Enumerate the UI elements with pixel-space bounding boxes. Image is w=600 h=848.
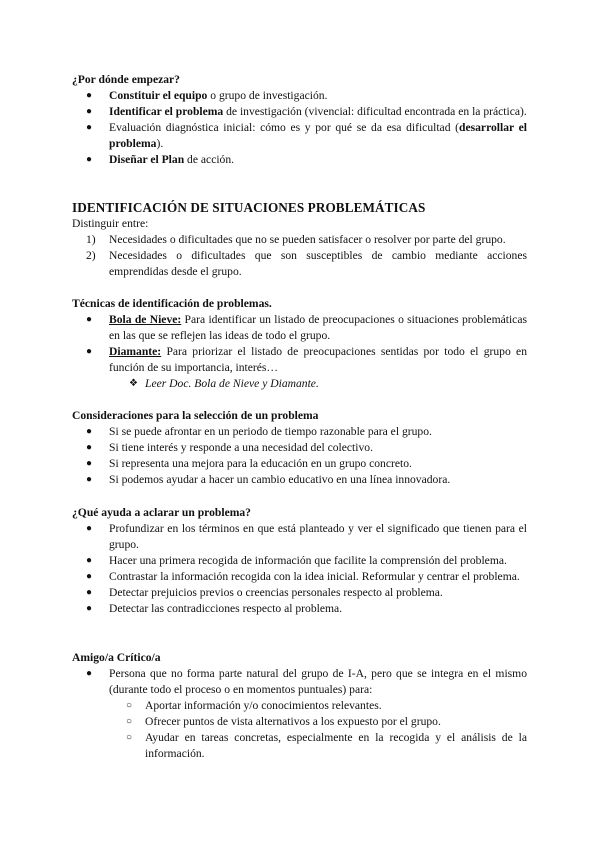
bullet-icon: ● — [86, 474, 93, 485]
list-item — [72, 601, 527, 617]
section-identificacion — [72, 199, 527, 280]
sub-list — [72, 698, 527, 762]
section-amigo-critico — [72, 650, 527, 762]
list-item — [72, 152, 527, 168]
list-item — [72, 553, 527, 569]
item-text: Leer Doc. Bola de Nieve y Diamante. — [145, 377, 319, 390]
list-item — [72, 120, 527, 152]
section-title: ¿Qué ayuda a aclarar un problema? — [72, 506, 251, 519]
bullet-icon: ● — [86, 668, 93, 679]
technique-label: Diamante: — [109, 345, 162, 358]
bullet-list — [72, 666, 527, 698]
bullet-icon: ● — [86, 90, 93, 101]
item-text: Persona que no forma parte natural del grupo de I-A, pero que se integra en el mismo (durante todo el proceso o en momentos puntuales) para: — [109, 667, 527, 696]
item-text: Contrastar la información recogida con la idea inicial. Reformular y centrar el problema. — [109, 570, 520, 583]
item-text: Para priorizar el listado de preocupaciones sentidas por todo el grupo en función de su importancia, interés… — [109, 345, 527, 374]
list-item — [72, 424, 527, 440]
section-por-donde-empezar — [72, 72, 527, 168]
list-item — [72, 248, 527, 280]
section-title: IDENTIFICACIÓN DE SITUACIONES PROBLEMÁTICAS — [72, 200, 426, 215]
bullet-icon: ● — [86, 458, 93, 469]
list-item — [72, 456, 527, 472]
bullet-icon: ● — [86, 106, 93, 117]
item-text: ). — [156, 137, 164, 150]
item-text: de acción. — [184, 153, 235, 166]
item-text: Ofrecer puntos de vista alternativos a los expuesto por el grupo. — [145, 715, 441, 728]
item-text: Si podemos ayudar a hacer un cambio educativo en una línea innovadora. — [109, 473, 451, 486]
bullet-list — [72, 424, 527, 488]
item-text: Profundizar en los términos en que está planteado y ver el significado que tienen para el grupo. — [109, 522, 527, 551]
list-item — [72, 569, 527, 585]
bullet-icon: ● — [86, 523, 93, 534]
bold-text: Diseñar el Plan — [109, 153, 185, 166]
item-text: Si representa una mejora para la educación en un grupo concreto. — [109, 457, 412, 470]
section-title: Amigo/a Crítico/a — [72, 651, 161, 664]
circle-bullet-icon: ○ — [126, 716, 133, 727]
item-text: Aportar información y/o conocimientos relevantes. — [145, 699, 382, 712]
section-tecnicas — [72, 296, 527, 392]
list-item — [72, 585, 527, 601]
section-title: ¿Por dónde empezar? — [72, 73, 180, 86]
item-text: Detectar prejuicios previos o creencias personales respecto al problema. — [109, 586, 443, 599]
item-text: Ayudar en tareas concretas, especialmente en la recogida y el análisis de la información. — [145, 731, 527, 760]
sub-item — [72, 730, 527, 762]
item-text: Hacer una primera recogida de información que facilite la comprensión del problema. — [109, 554, 507, 567]
list-item — [72, 344, 527, 376]
list-item — [72, 440, 527, 456]
section-title: Consideraciones para la selección de un problema — [72, 409, 319, 422]
bullet-icon: ● — [86, 442, 93, 453]
sub-item — [72, 714, 527, 730]
bullet-icon: ● — [86, 587, 93, 598]
section-consideraciones — [72, 408, 527, 488]
item-text: o grupo de investigación. — [207, 89, 328, 102]
list-item — [72, 312, 527, 344]
bullet-list — [72, 521, 527, 617]
bold-text: desarrollar el problema — [109, 121, 527, 150]
list-item — [72, 232, 527, 248]
bullet-list — [72, 88, 527, 168]
numbered-list — [72, 232, 527, 280]
diamond-bullet-icon: ❖ — [129, 378, 138, 389]
item-text: Si tiene interés y responde a una necesidad del colectivo. — [109, 441, 373, 454]
bullet-icon: ● — [86, 154, 93, 165]
sub-item — [72, 698, 527, 714]
section-que-ayuda — [72, 505, 527, 617]
bullet-icon: ● — [86, 571, 93, 582]
bullet-list — [72, 312, 527, 376]
bullet-icon: ● — [86, 603, 93, 614]
list-number: 1) — [86, 233, 96, 246]
circle-bullet-icon: ○ — [126, 732, 133, 743]
bullet-icon: ● — [86, 314, 93, 325]
sub-item — [72, 376, 527, 392]
section-title: Técnicas de identificación de problemas. — [72, 297, 272, 310]
item-text: Para identificar un listado de preocupaciones o situaciones problemáticas en las que se reflejen las ideas de todo el grupo. — [109, 313, 527, 342]
list-item — [72, 472, 527, 488]
technique-label: Bola de Nieve: — [109, 313, 182, 326]
item-text: Evaluación diagnóstica inicial: cómo es y por qué se da esa dificultad ( — [109, 121, 460, 134]
item-text: Si se puede afrontar en un periodo de tiempo razonable para el grupo. — [109, 425, 432, 438]
item-text: Necesidades o dificultades que son susceptibles de cambio mediante acciones emprendidas desde el grupo. — [109, 249, 527, 278]
bullet-icon: ● — [86, 122, 93, 133]
circle-bullet-icon: ○ — [126, 700, 133, 711]
bold-text: Constituir el equipo — [109, 89, 208, 102]
item-text: de investigación (vivencial: dificultad encontrada en la práctica). — [223, 105, 527, 118]
item-text: Detectar las contradicciones respecto al problema. — [109, 602, 343, 615]
intro-text: Distinguir entre: — [72, 217, 149, 230]
list-item — [72, 521, 527, 553]
sub-list — [72, 376, 527, 392]
bullet-icon: ● — [86, 555, 93, 566]
list-number: 2) — [86, 249, 96, 262]
bullet-icon: ● — [86, 346, 93, 357]
item-text: Necesidades o dificultades que no se pueden satisfacer o resolver por parte del grupo. — [109, 233, 506, 246]
list-item — [72, 104, 527, 120]
list-item — [72, 88, 527, 104]
list-item — [72, 666, 527, 698]
bold-text: Identificar el problema — [109, 105, 224, 118]
bullet-icon: ● — [86, 426, 93, 437]
